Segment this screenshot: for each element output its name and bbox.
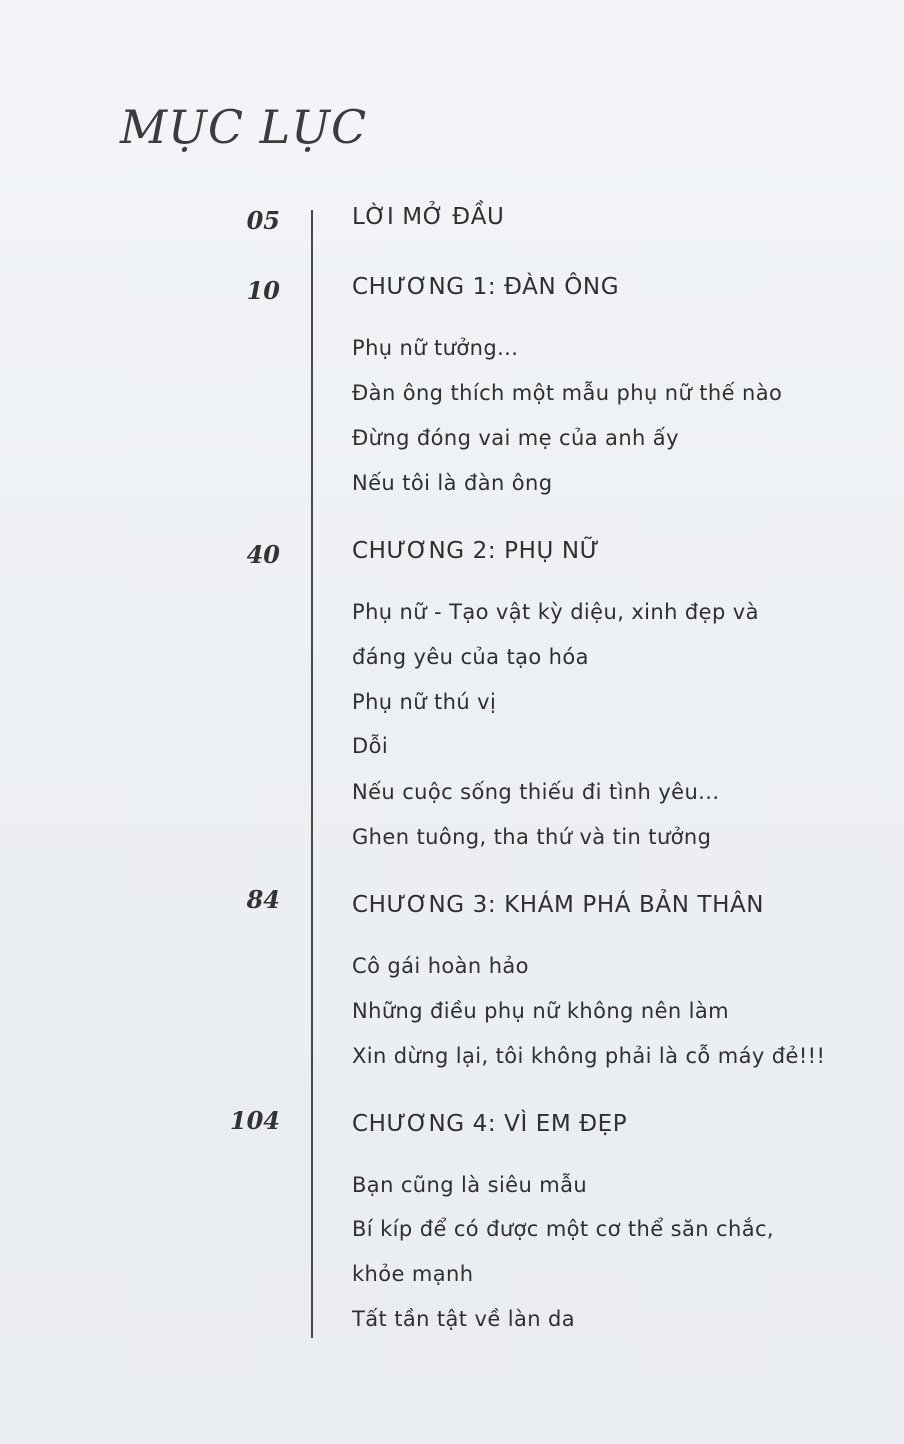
- toc-item: Nếu cuộc sống thiếu đi tình yêu...: [352, 780, 720, 804]
- page-number: 40: [246, 540, 280, 569]
- toc-item: Phụ nữ - Tạo vật kỳ diệu, xinh đẹp và: [352, 600, 759, 624]
- page-title: MỤC LỤC: [120, 100, 368, 154]
- chapter-heading: CHƯƠNG 3: KHÁM PHÁ BẢN THÂN: [352, 892, 765, 918]
- toc-item: Đừng đóng vai mẹ của anh ấy: [352, 426, 679, 450]
- chapter-heading: CHƯƠNG 2: PHỤ NỮ: [352, 538, 600, 564]
- toc-item: Đàn ông thích một mẫu phụ nữ thế nào: [352, 381, 783, 405]
- chapter-heading: CHƯƠNG 1: ĐÀN ÔNG: [352, 274, 620, 300]
- page-number: 84: [246, 885, 280, 914]
- page-number: 104: [229, 1106, 280, 1135]
- toc-item: Cô gái hoàn hảo: [352, 954, 529, 978]
- toc-item: Bạn cũng là siêu mẫu: [352, 1173, 588, 1197]
- toc-item: đáng yêu của tạo hóa: [352, 645, 589, 669]
- toc-item: Dỗi: [352, 734, 389, 758]
- page-number: 05: [246, 206, 280, 235]
- chapter-heading: LỜI MỞ ĐẦU: [352, 204, 505, 230]
- toc-item: Tất tần tật về làn da: [352, 1307, 576, 1331]
- toc-item: Những điều phụ nữ không nên làm: [352, 999, 730, 1023]
- toc-item: Phụ nữ thú vị: [352, 690, 497, 714]
- toc-item: Ghen tuông, tha thứ và tin tưởng: [352, 825, 712, 849]
- chapter-heading: CHƯƠNG 4: VÌ EM ĐẸP: [352, 1111, 628, 1137]
- page-number: 10: [246, 276, 280, 305]
- vertical-divider: [311, 210, 313, 1338]
- toc-item: Xin dừng lại, tôi không phải là cỗ máy đẻ!!!: [352, 1044, 826, 1068]
- toc-item: khỏe mạnh: [352, 1262, 474, 1286]
- toc-item: Nếu tôi là đàn ông: [352, 471, 553, 495]
- toc-item: Phụ nữ tưởng...: [352, 336, 519, 360]
- toc-item: Bí kíp để có được một cơ thể săn chắc,: [352, 1217, 774, 1241]
